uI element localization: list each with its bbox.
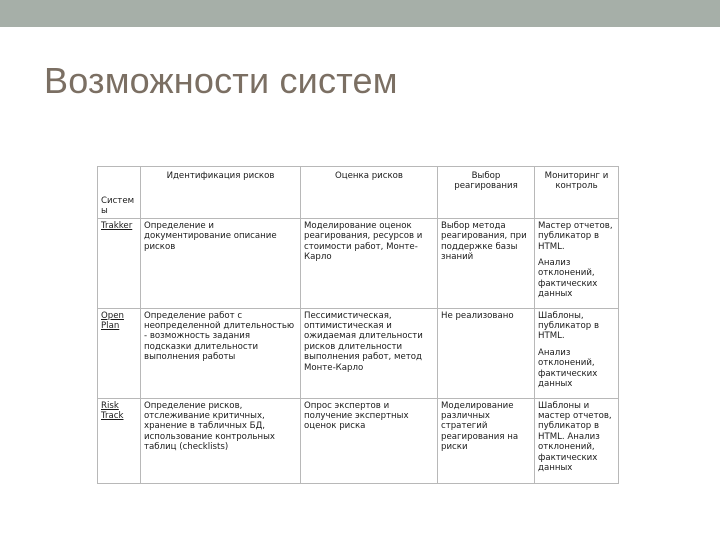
identification-cell: Определение работ с неопределенной длительностью - возможность задания подсказки длительности выполнения работы	[141, 308, 301, 398]
system-link-trakker[interactable]: Trakker	[101, 220, 133, 231]
assessment-cell: Опрос экспертов и получение экспертных оценок риска	[301, 398, 438, 483]
monitoring-cell	[535, 398, 619, 483]
header-cell-empty	[98, 167, 141, 196]
header-identification: Идентификация рисков	[141, 167, 301, 196]
header-assessment: Оценка рисков	[301, 167, 438, 196]
response-cell: Моделирование различных стратегий реагирования на риски	[438, 398, 535, 483]
system-link-open-plan[interactable]: Open Plan	[101, 310, 124, 332]
identification-cell: Определение рисков, отслеживание критичных, хранение в табличных БД, использование контрольных таблиц (checklists)	[141, 398, 301, 483]
system-cell	[98, 308, 141, 398]
table-row	[98, 398, 619, 483]
capabilities-table	[97, 166, 618, 484]
systems-label: Системы	[98, 195, 141, 218]
assessment-cell: Пессимистическая, оптимистическая и ожидаемая длительности рисков длительности выполнения работ, метод Монте-Карло	[301, 308, 438, 398]
system-link-risk-track[interactable]: Risk Track	[101, 400, 124, 421]
table-row	[98, 218, 619, 308]
monitoring-item: Шаблоны, публикатор в HTML.	[538, 310, 600, 342]
top-decor-bar	[0, 0, 720, 27]
monitoring-cell	[535, 308, 619, 398]
system-cell	[98, 218, 141, 308]
response-cell: Не реализовано	[438, 308, 535, 398]
header-monitoring: Мониторинг и контроль	[535, 167, 619, 196]
table-header-row	[98, 167, 619, 196]
system-cell	[98, 398, 141, 483]
table-row	[98, 308, 619, 398]
monitoring-item: Анализ отклонений, фактических данных	[538, 347, 598, 390]
identification-cell: Определение и документирование описание рисков	[141, 218, 301, 308]
monitoring-item: Шаблоны и мастер отчетов, публикатор в HTML. Анализ отклонений, фактических данных	[538, 400, 612, 473]
response-cell: Выбор метода реагирования, при поддержке базы знаний	[438, 218, 535, 308]
monitoring-item: Мастер отчетов, публикатор в HTML.	[538, 220, 613, 252]
slide-title: Возможности систем	[44, 60, 398, 101]
monitoring-cell	[535, 218, 619, 308]
systems-label-row	[98, 195, 619, 218]
header-response: Выбор реагирования	[438, 167, 535, 196]
monitoring-item: Анализ отклонений, фактических данных	[538, 258, 598, 300]
assessment-cell: Моделирование оценок реагирования, ресурсов и стоимости работ, Монте-Карло	[301, 218, 438, 308]
